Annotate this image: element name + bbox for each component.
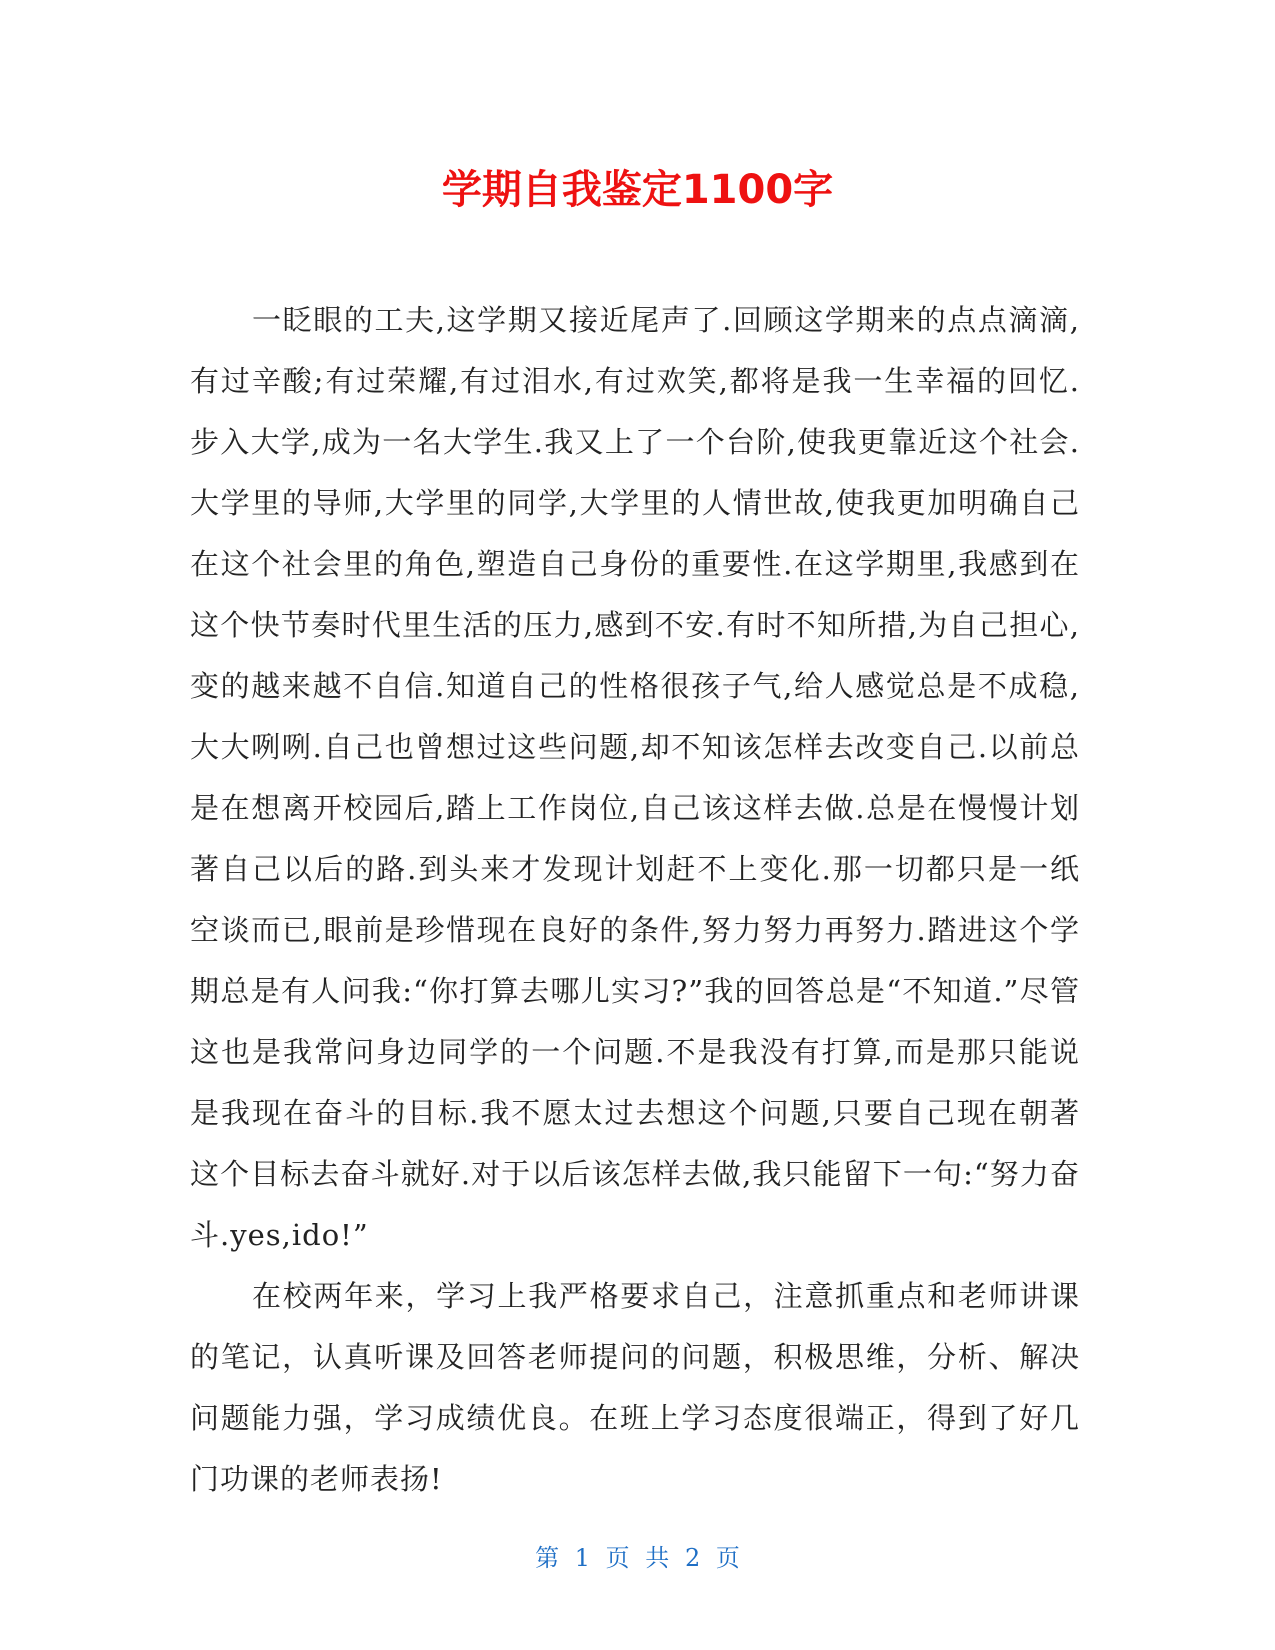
- document-body: [190, 290, 1080, 1510]
- body-paragraph-2: 在校两年来，学习上我严格要求自己，注意抓重点和老师讲课的笔记，认真听课及回答老师提问的问题，积极思维，分析、解决问题能力强，学习成绩优良。在班上学习态度很端正，得到了好几门功课的老师表扬!: [190, 1279, 1080, 1496]
- page-number-footer: 第 1 页 共 2 页: [535, 1544, 740, 1572]
- body-paragraph-1: 一眨眼的工夫,这学期又接近尾声了.回顾这学期来的点点滴滴,有过辛酸;有过荣耀,有过泪水,有过欢笑,都将是我一生幸福的回忆.步入大学,成为一名大学生.我又上了一个台阶,使我更靠近这个社会.大学里的导师,大学里的同学,大学里的人情世故,使我更加明确自己在这个社会里的角色,塑造自己身份的重要性.在这学期里,我感到在这个快节奏时代里生活的压力,感到不安.有时不知所措,为自己担心,变的越来越不自信.知道自己的性格很孩子气,给人感觉总是不成稳,大大咧咧.自己也曾想过这些问题,却不知该怎样去改变自己.以前总是在想离开校园后,踏上工作岗位,自己该这样去做.总是在慢慢计划著自己以后的路.到头来才发现计划赶不上变化.那一切都只是一纸空谈而已,眼前是珍惜现在良好的条件,努力努力再努力.踏进这个学期总是有人问我:“你打算去哪儿实习?”我的回答总是“不知道.”尽管这也是我常问身边同学的一个问题.不是我没有打算,而是那只能说是我现在奋斗的目标.我不愿太过去想这个问题,只要自己现在朝著这个目标去奋斗就好.对于以后该怎样去做,我只能留下一句:“努力奋斗.yes,ido!”: [190, 303, 1080, 1252]
- document-title: 学期自我鉴定1100字: [441, 167, 834, 213]
